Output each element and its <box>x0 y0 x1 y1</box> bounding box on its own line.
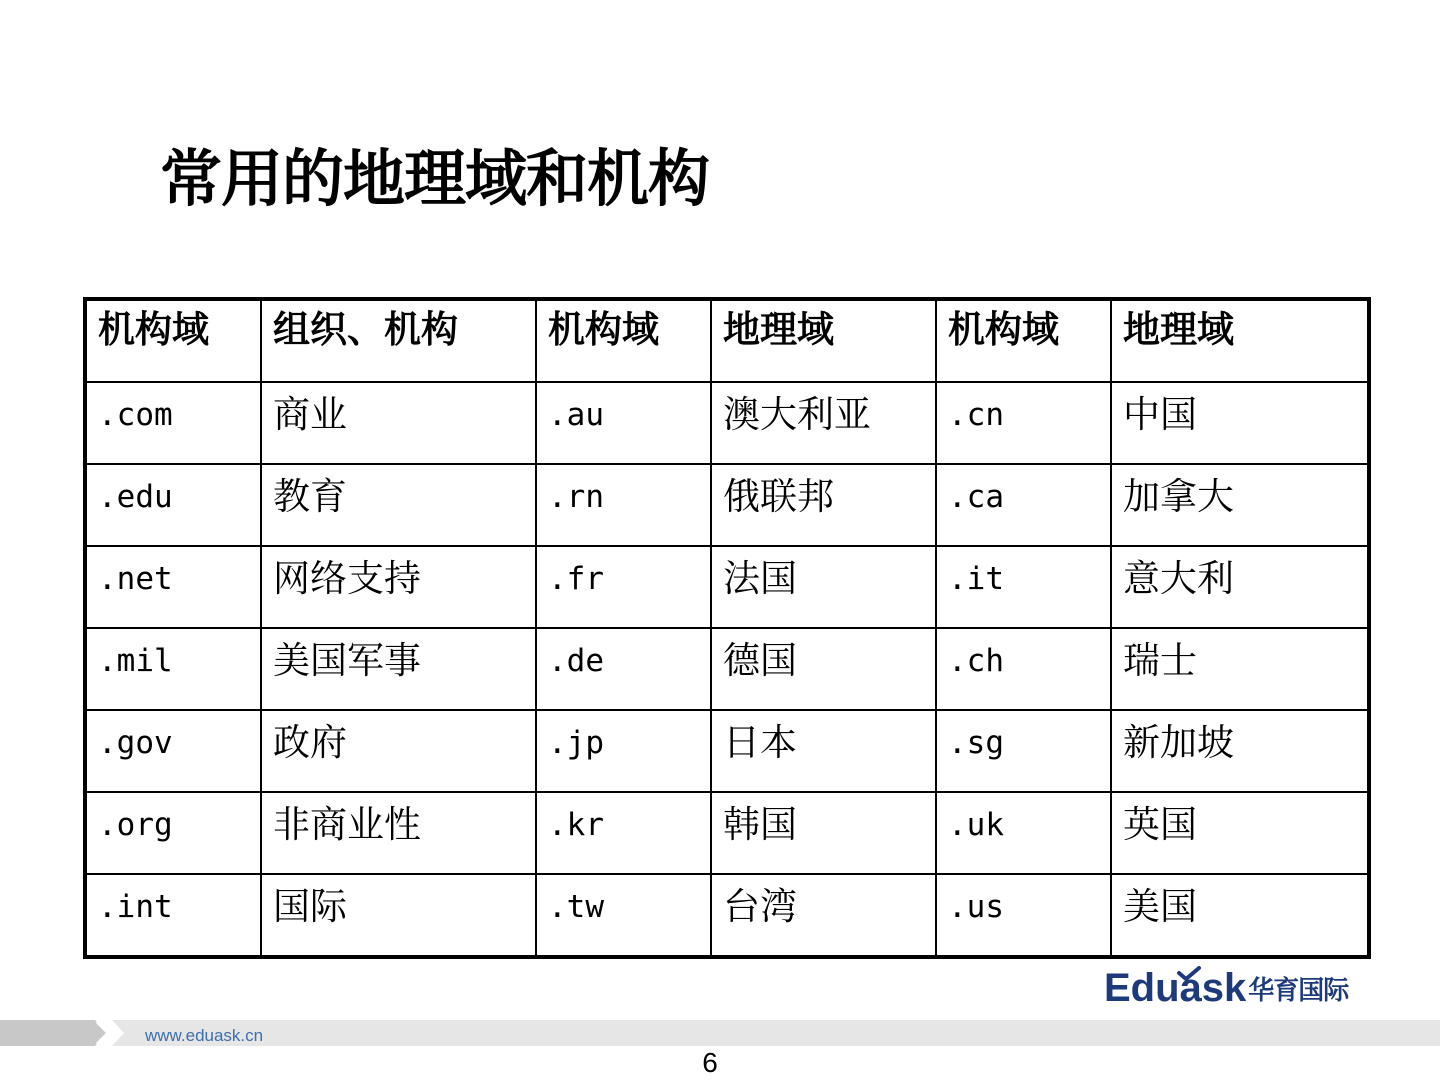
domain-meaning: 国际 <box>273 885 347 928</box>
domain-meaning: 韩国 <box>723 803 797 846</box>
meaning-cell <box>1111 710 1369 792</box>
domain-meaning: 意大利 <box>1123 557 1234 600</box>
table-row <box>85 874 1369 957</box>
table-row <box>85 464 1369 546</box>
meaning-cell <box>711 546 936 628</box>
domain-suffix: .uk <box>948 807 1004 843</box>
meaning-cell <box>711 628 936 710</box>
domain-cell <box>936 874 1111 957</box>
domain-suffix: .gov <box>98 725 173 761</box>
domain-cell <box>936 464 1111 546</box>
logo-check-icon <box>1176 966 1202 982</box>
table-header-cell <box>85 299 261 382</box>
domain-meaning: 美国军事 <box>273 639 421 682</box>
domain-cell <box>85 382 261 464</box>
logo-latin-text: Eduask <box>1104 966 1247 1010</box>
meaning-cell <box>1111 874 1369 957</box>
domain-suffix: .org <box>98 807 173 843</box>
meaning-cell <box>261 382 536 464</box>
table-header-label: 地理域 <box>1123 308 1234 351</box>
domain-cell <box>536 464 711 546</box>
domain-meaning: 俄联邦 <box>723 475 834 518</box>
domain-meaning: 英国 <box>1123 803 1197 846</box>
domain-suffix: .com <box>98 397 173 433</box>
meaning-cell <box>261 792 536 874</box>
domain-meaning: 非商业性 <box>273 803 421 846</box>
domain-meaning: 网络支持 <box>273 557 421 600</box>
table-header-cell <box>936 299 1111 382</box>
meaning-cell <box>711 792 936 874</box>
table-header-label: 组织、机构 <box>273 308 458 351</box>
table-row <box>85 628 1369 710</box>
domain-meaning: 德国 <box>723 639 797 682</box>
domain-suffix: .int <box>98 889 173 925</box>
table-row <box>85 710 1369 792</box>
domain-meaning: 法国 <box>723 557 797 600</box>
domain-cell <box>936 628 1111 710</box>
table-header-cell <box>1111 299 1369 382</box>
domain-meaning: 瑞士 <box>1123 639 1197 682</box>
domain-cell <box>536 382 711 464</box>
domain-meaning: 政府 <box>273 721 347 764</box>
meaning-cell <box>1111 382 1369 464</box>
domain-suffix: .it <box>948 561 1004 597</box>
domain-meaning: 澳大利亚 <box>723 393 871 436</box>
table-row <box>85 382 1369 464</box>
domain-cell <box>85 792 261 874</box>
domain-cell <box>85 710 261 792</box>
table-row <box>85 792 1369 874</box>
domain-cell <box>536 710 711 792</box>
page-number: 6 <box>702 1047 718 1078</box>
domain-suffix: .us <box>948 889 1004 925</box>
domain-meaning: 新加坡 <box>1123 721 1234 764</box>
meaning-cell <box>711 464 936 546</box>
domain-cell <box>936 382 1111 464</box>
table-header-cell <box>261 299 536 382</box>
domain-cell <box>85 546 261 628</box>
domain-suffix: .fr <box>548 561 604 597</box>
meaning-cell <box>711 874 936 957</box>
domain-meaning: 中国 <box>1123 393 1197 436</box>
domain-meaning: 美国 <box>1123 885 1197 928</box>
domain-suffix: .ch <box>948 643 1004 679</box>
domain-suffix: .de <box>548 643 604 679</box>
table-header-row <box>85 299 1369 382</box>
logo-chinese-text: 华育国际 <box>1248 976 1349 1006</box>
meaning-cell <box>1111 464 1369 546</box>
meaning-cell <box>261 464 536 546</box>
domain-suffix: .mil <box>98 643 173 679</box>
domain-meaning: 日本 <box>723 721 797 764</box>
domain-cell <box>536 792 711 874</box>
domain-cell <box>536 628 711 710</box>
table-header-label: 机构域 <box>98 308 209 351</box>
domain-meaning: 加拿大 <box>1123 475 1234 518</box>
domain-suffix: .rn <box>548 479 604 515</box>
meaning-cell <box>1111 546 1369 628</box>
domain-suffix: .tw <box>548 889 604 925</box>
meaning-cell <box>261 546 536 628</box>
domain-suffix: .au <box>548 397 604 433</box>
meaning-cell <box>261 628 536 710</box>
table-header-label: 机构域 <box>948 308 1059 351</box>
meaning-cell <box>261 874 536 957</box>
eduask-logo <box>1104 966 1348 1018</box>
meaning-cell <box>1111 628 1369 710</box>
footer-url[interactable]: www.eduask.cn <box>145 1026 264 1045</box>
domain-suffix: .net <box>98 561 173 597</box>
domain-cell <box>536 874 711 957</box>
domain-suffix: .kr <box>548 807 604 843</box>
domain-suffix: .ca <box>948 479 1004 515</box>
domain-table <box>83 297 1371 959</box>
domain-cell <box>936 710 1111 792</box>
domain-meaning: 台湾 <box>723 885 797 928</box>
domain-cell <box>936 792 1111 874</box>
domain-cell <box>85 628 261 710</box>
domain-cell <box>85 874 261 957</box>
meaning-cell <box>261 710 536 792</box>
domain-suffix: .sg <box>948 725 1004 761</box>
domain-suffix: .cn <box>948 397 1004 433</box>
meaning-cell <box>711 710 936 792</box>
domain-cell <box>536 546 711 628</box>
table-header-cell <box>711 299 936 382</box>
domain-cell <box>85 464 261 546</box>
slide-title: 常用的地理域和机构 <box>160 142 710 215</box>
domain-suffix: .edu <box>98 479 173 515</box>
meaning-cell <box>1111 792 1369 874</box>
table-header-label: 机构域 <box>548 308 659 351</box>
domain-meaning: 教育 <box>273 475 347 518</box>
meaning-cell <box>711 382 936 464</box>
domain-cell <box>936 546 1111 628</box>
domain-meaning: 商业 <box>273 393 347 436</box>
table-header-label: 地理域 <box>723 308 834 351</box>
domain-suffix: .jp <box>548 725 604 761</box>
table-row <box>85 546 1369 628</box>
table-header-cell <box>536 299 711 382</box>
